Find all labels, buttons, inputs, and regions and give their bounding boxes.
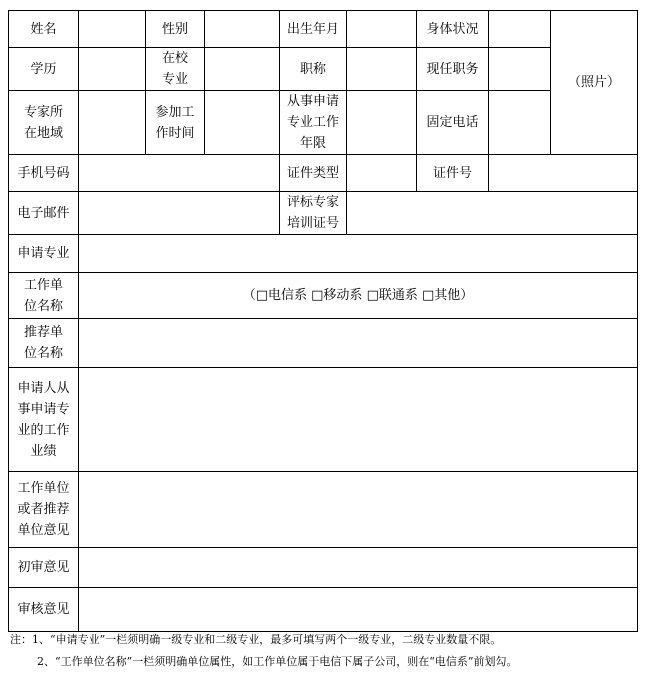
position-label: 现任职务: [417, 48, 489, 91]
years-field[interactable]: [347, 91, 417, 155]
first-review-field[interactable]: [79, 548, 638, 588]
gender-field[interactable]: [205, 11, 280, 48]
row-email: [9, 192, 638, 235]
work-start-label: 参加工 作时间: [146, 91, 205, 155]
apply-major-field[interactable]: [79, 235, 638, 273]
final-review-field[interactable]: [79, 588, 638, 632]
region-label: 专家所 在地域: [9, 91, 79, 155]
recommend-org-label: 推荐单 位名称: [9, 319, 79, 368]
cert-no-field[interactable]: [347, 192, 638, 235]
health-field[interactable]: [489, 11, 551, 48]
birth-field[interactable]: [347, 11, 417, 48]
row-basic-2: [9, 48, 638, 91]
name-field[interactable]: [79, 11, 146, 48]
first-review-label: 初审意见: [9, 548, 79, 588]
row-recommend-org: [9, 319, 638, 368]
years-label: 从事申请 专业工作 年限: [280, 91, 347, 155]
row-performance: [9, 368, 638, 472]
performance-field[interactable]: [79, 368, 638, 472]
row-org-name: [9, 273, 638, 319]
apply-major-label: 申请专业: [9, 235, 79, 273]
position-field[interactable]: [489, 48, 551, 91]
row-first-review: [9, 548, 638, 588]
performance-label: 申请人从 事申请专 业的工作 业绩: [9, 368, 79, 472]
cert-no-label: 评标专家 培训证号: [280, 192, 347, 235]
id-no-field[interactable]: [489, 155, 638, 192]
major-field[interactable]: [205, 48, 280, 91]
row-apply-major: [9, 235, 638, 273]
birth-label: 出生年月: [280, 11, 347, 48]
mobile-label: 手机号码: [9, 155, 79, 192]
email-field[interactable]: [79, 192, 280, 235]
title-label: 职称: [280, 48, 347, 91]
note-2: 2、“工作单位名称”一栏须明确单位属性，如工作单位属于电信下属子公司，则在“电信系”前划勾。: [37, 655, 518, 668]
health-label: 身体状况: [417, 11, 489, 48]
org-name-label: 工作单 位名称: [9, 273, 79, 319]
education-label: 学历: [9, 48, 79, 91]
region-field[interactable]: [79, 91, 146, 155]
row-basic-3: [9, 91, 638, 155]
org-opinion-field[interactable]: [79, 472, 638, 548]
note-1: 注：1、“申请专业”一栏须明确一级专业和二级专业，最多可填写两个一级专业，二级专业数量不限。: [10, 633, 502, 646]
education-field[interactable]: [79, 48, 146, 91]
id-no-label: 证件号: [417, 155, 489, 192]
phone-label: 固定电话: [417, 91, 489, 155]
form-notes: [10, 629, 518, 673]
final-review-label: 审核意见: [9, 588, 79, 632]
id-type-field[interactable]: [347, 155, 417, 192]
id-type-label: 证件类型: [280, 155, 347, 192]
row-final-review: [9, 588, 638, 632]
name-label: 姓名: [9, 11, 79, 48]
recommend-org-field[interactable]: [79, 319, 638, 368]
title-field[interactable]: [347, 48, 417, 91]
org-opinion-label: 工作单位 或者推荐 单位意见: [9, 472, 79, 548]
email-label: 电子邮件: [9, 192, 79, 235]
work-start-field[interactable]: [205, 91, 280, 155]
major-label: 在校 专业: [146, 48, 205, 91]
row-org-opinion: [9, 472, 638, 548]
row-basic-1: [9, 11, 638, 48]
org-name-field[interactable]: （□电信系 □移动系 □联通系 □其他）: [79, 273, 638, 319]
mobile-field[interactable]: [79, 155, 280, 192]
phone-field[interactable]: [489, 91, 551, 155]
photo-box[interactable]: （照片）: [551, 11, 638, 155]
application-form-table: [8, 10, 638, 632]
gender-label: 性别: [146, 11, 205, 48]
row-contact: [9, 155, 638, 192]
